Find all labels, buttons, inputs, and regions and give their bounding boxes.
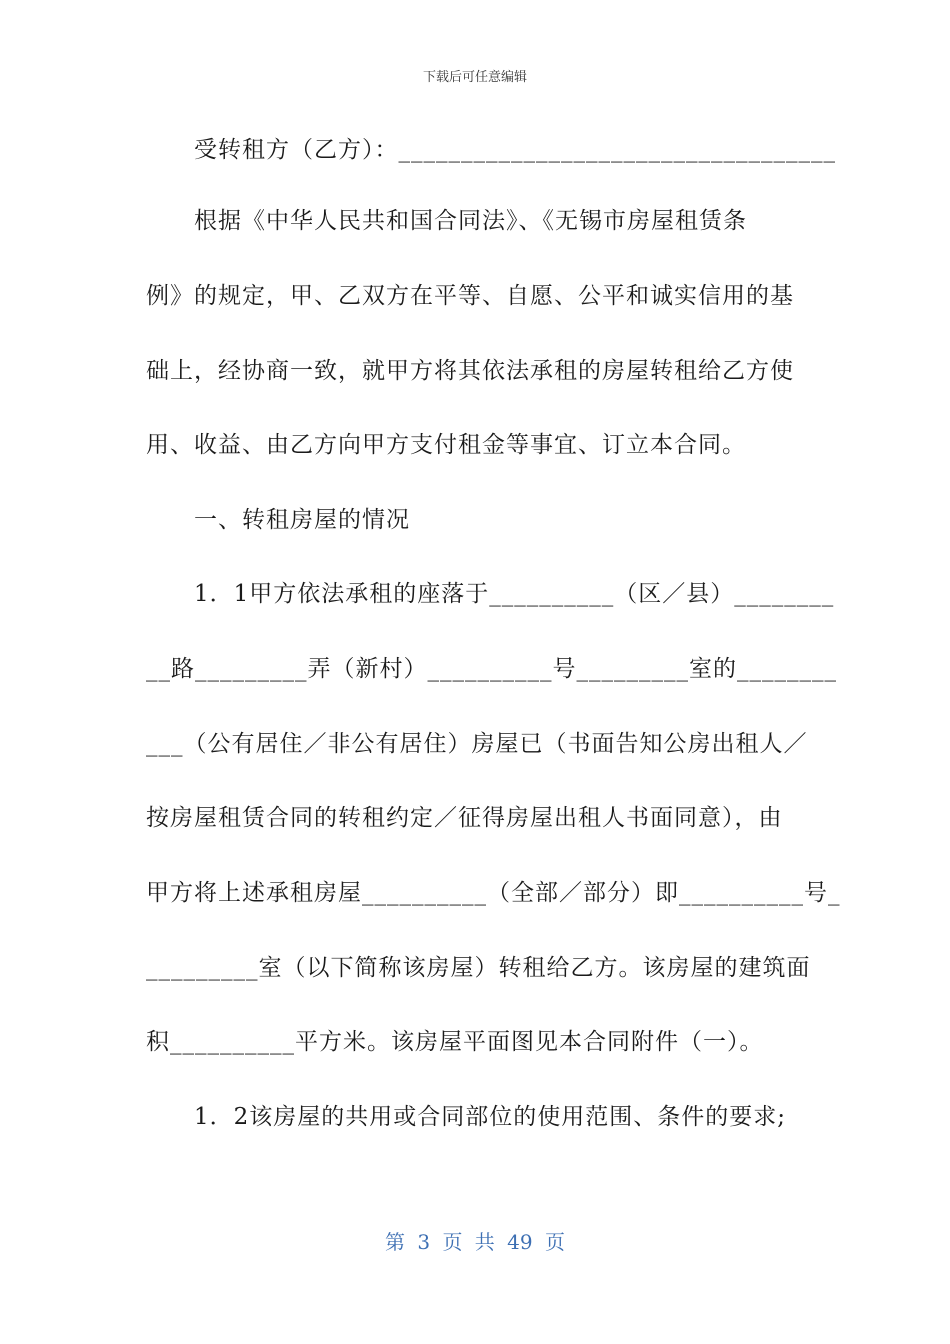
paragraph-line: 根据《中华人民共和国合同法》、《无锡市房屋租赁条: [194, 208, 747, 234]
paragraph-line: __路_________弄（新村）__________号_________室的________: [146, 656, 837, 682]
paragraph-line: 按房屋租赁合同的转租约定／征得房屋出租人书面同意），由: [146, 805, 783, 831]
paragraph-line: ___（公有居住／非公有居住）房屋已（书面告知公房出租人／: [146, 731, 808, 757]
paragraph-line: 积__________平方米。该房屋平面图见本合同附件（一）。: [146, 1029, 764, 1055]
paragraph-line: 受转租方（乙方）：___________________________________: [194, 137, 836, 163]
paragraph-line: 甲方将上述承租房屋__________（全部／部分）即__________号_: [146, 880, 841, 906]
section-heading: 一、转租房屋的情况: [194, 507, 410, 533]
paragraph-line: 础上，经协商一致，就甲方将其依法承租的房屋转租给乙方使: [146, 358, 794, 384]
paragraph-line: _________室（以下简称该房屋）转租给乙方。该房屋的建筑面: [146, 955, 811, 981]
paragraph-line: 1．2该房屋的共用或合同部位的使用范围、条件的要求;: [194, 1104, 787, 1130]
paragraph-line: 例》的规定，甲、乙双方在平等、自愿、公平和诚实信用的基: [146, 283, 794, 309]
paragraph-line: 1．1甲方依法承租的座落于__________（区／县）________: [194, 581, 835, 607]
page-number-footer: 第 3 页 共 49 页: [385, 1230, 565, 1254]
paragraph-line: 用、收益、由乙方向甲方支付租金等事宜、订立本合同。: [146, 432, 746, 458]
header-note: 下载后可任意编辑: [422, 70, 527, 85]
